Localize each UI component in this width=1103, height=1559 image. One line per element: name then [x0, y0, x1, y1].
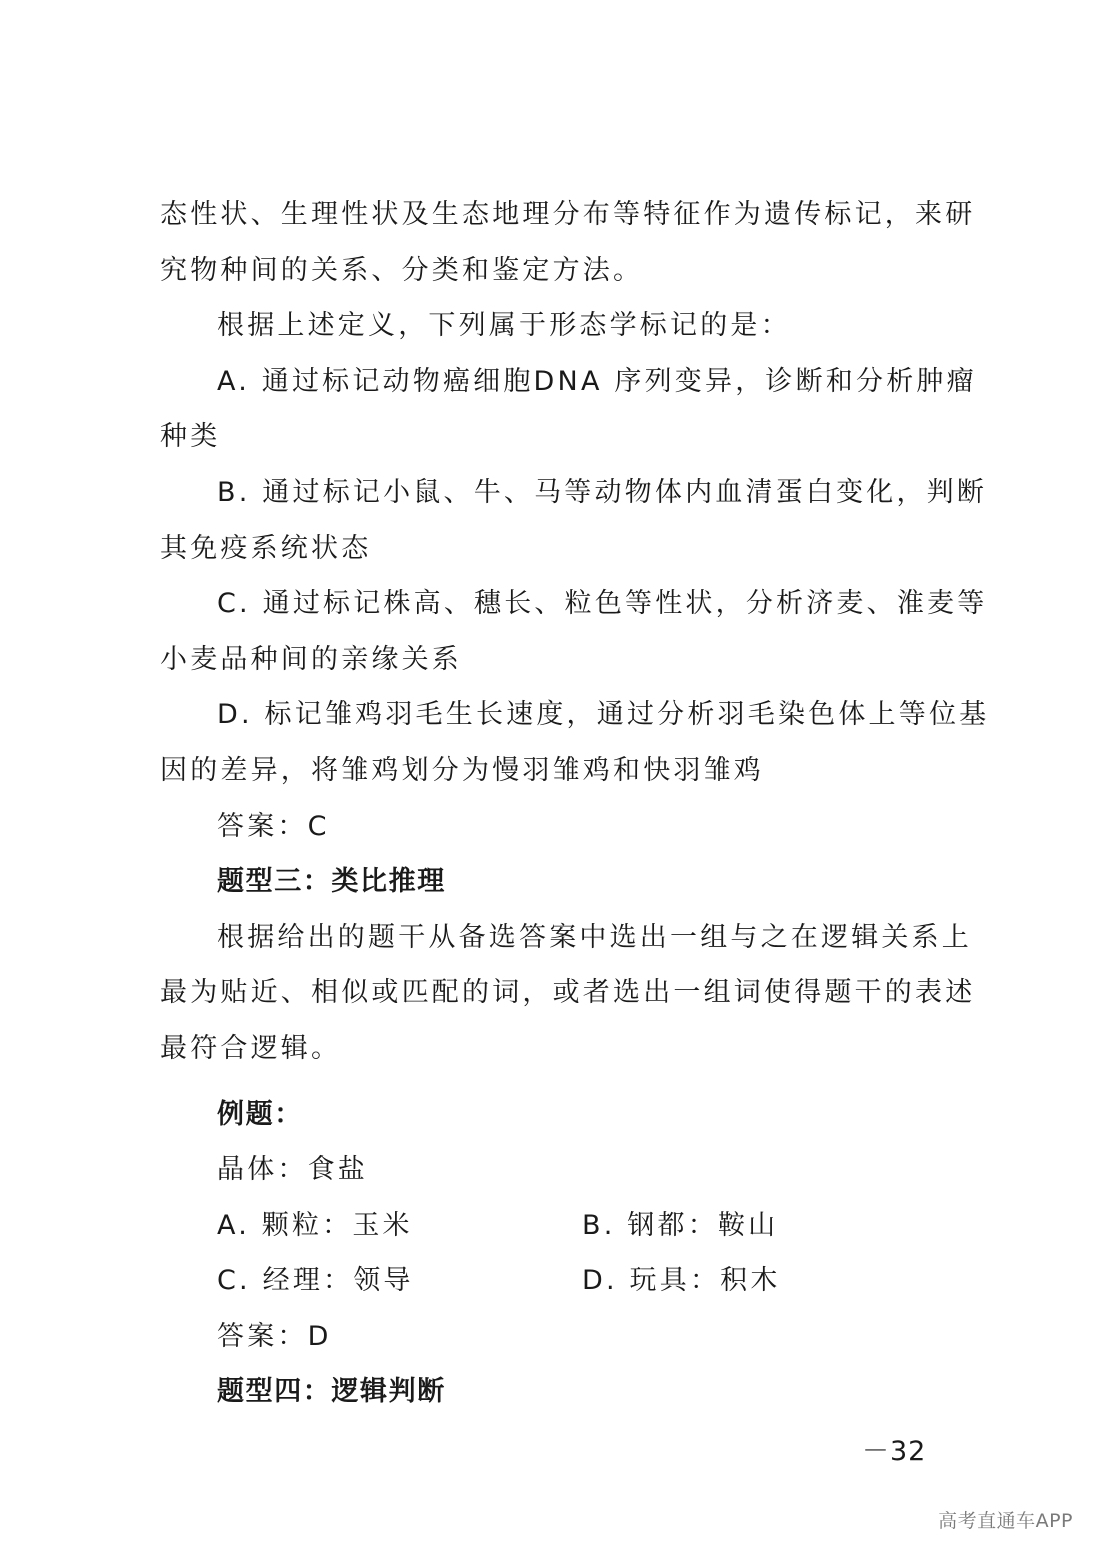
question-stem: 晶体：食盐: [217, 1154, 368, 1186]
option-b: B. 钢都：鞍山: [582, 1209, 779, 1241]
options-row: [160, 1198, 972, 1254]
paragraph-line: 最为贴近、相似或匹配的词，或者选出一组词使得题干的表述: [160, 977, 976, 1009]
option-b-line: B. 通过标记小鼠、牛、马等动物体内血清蛋白变化，判断: [217, 476, 988, 508]
watermark-text: 高考直通车APP: [938, 1510, 1073, 1532]
option-c-line: C. 通过标记株高、穗长、粒色等性状，分析济麦、淮麦等: [217, 588, 988, 620]
question-text: 根据上述定义，下列属于形态学标记的是：: [217, 310, 791, 342]
paragraph-line: 最符合逻辑。: [160, 1032, 342, 1064]
option-a-line: A. 通过标记动物癌细胞DNA 序列变异，诊断和分析肿瘤: [217, 365, 977, 397]
paragraph-line: 究物种间的关系、分类和鉴定方法。: [160, 254, 644, 286]
option-a: A. 颗粒：玉米: [217, 1209, 413, 1241]
paragraph-line: 根据给出的题干从备选答案中选出一组与之在逻辑关系上: [217, 921, 972, 953]
page-number: －32: [862, 1436, 927, 1467]
option-c: C. 经理：领导: [217, 1265, 414, 1297]
option-d: D. 玩具：积木: [582, 1265, 781, 1297]
option-a-line: 种类: [160, 421, 221, 453]
section-heading: 题型三：类比推理: [217, 866, 446, 898]
option-c-line: 小麦品种间的亲缘关系: [160, 643, 462, 675]
option-d-line: 因的差异，将雏鸡划分为慢羽雏鸡和快羽雏鸡: [160, 754, 764, 786]
option-d-line: D. 标记雏鸡羽毛生长速度，通过分析羽毛染色体上等位基: [217, 699, 990, 731]
answer-text: 答案：D: [217, 1320, 332, 1352]
section-heading: 题型四：逻辑判断: [217, 1376, 446, 1408]
paragraph-line: 态性状、生理性状及生态地理分布等特征作为遗传标记，来研: [160, 199, 976, 230]
spacer: [160, 1077, 972, 1087]
page-content: [160, 187, 990, 1420]
options-row: [160, 1253, 972, 1309]
answer-text: 答案：C: [217, 810, 330, 842]
example-label: 例题：: [217, 1098, 303, 1130]
option-b-line: 其免疫系统状态: [160, 532, 372, 564]
